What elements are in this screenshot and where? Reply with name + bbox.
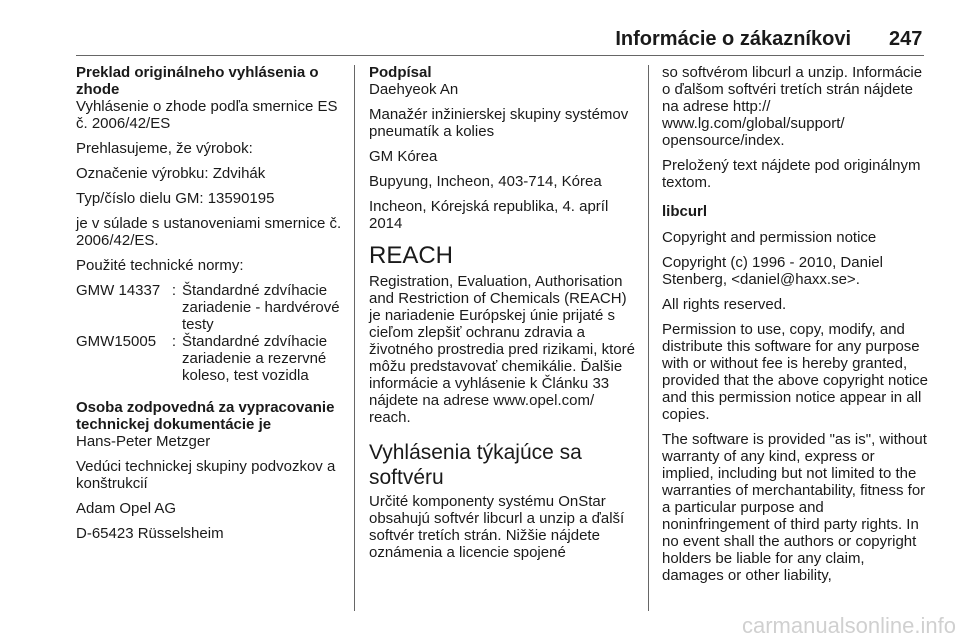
responsible-person-heading: Osoba zodpovedná za vypracovanie technickej dokumentácie je	[76, 399, 335, 433]
software-intro: Určité komponenty systému OnStar obsahujú softvér libcurl a unzip a ďalší softvér tretích strán. Nižšie nájdete oznámenia a licencie spojené	[369, 493, 625, 561]
column-1	[76, 64, 346, 550]
signing-place-date: Incheon, Kórejská republika, 4. apríl 2014	[369, 198, 609, 232]
responsible-person-name: Hans-Peter Metzger	[76, 433, 211, 450]
watermark-text: carmanualsonline.info	[741, 613, 956, 638]
table-row	[76, 333, 346, 384]
standards-intro: Použité technické normy:	[76, 257, 244, 274]
rights-reserved: All rights reserved.	[662, 296, 787, 313]
table-row	[76, 282, 346, 333]
third-party-info: so softvérom libcurl a unzip. Informácie o ďalšom softvéri tretích strán nájdete na adrese http:// www.lg.com/global/support/ opensource/index.	[662, 64, 923, 149]
copyright-line: Copyright (c) 1996 - 2010, Daniel Stenberg, <daniel@haxx.se>.	[662, 254, 883, 288]
signer-address: Bupyung, Incheon, 403-714, Kórea	[369, 173, 602, 190]
conformity-statement: je v súlade s ustanoveniami smernice č. 2006/42/ES.	[76, 215, 342, 249]
reach-text: Registration, Evaluation, Authorisation and Restriction of Chemicals (REACH) je nariadenie Európskej únie prijaté s cieľom zlepšiť ochranu zdravia a životného prostredia pred rizikami, ktoré môžu predstavovať chemikálie. Ďalšie informácie a vyhlásenie k Článku 33 nájdete na adrese www.opel.com/ reach.	[369, 273, 635, 426]
signed-by-heading: Podpísal	[369, 64, 432, 81]
reach-heading: REACH	[369, 242, 454, 269]
column-divider-1	[354, 65, 355, 611]
standard-separator: :	[171, 282, 177, 299]
page-number: 247	[889, 28, 923, 50]
signer-role: Manažér inžinierskej skupiny systémov pneumatík a kolies	[369, 106, 629, 140]
translation-note: Preložený text nájdete pod originálnym textom.	[662, 157, 921, 191]
standard-separator: :	[171, 333, 177, 350]
declaration-statement: Prehlasujeme, že výrobok:	[76, 140, 253, 157]
standard-description: Štandardné zdvíhacie zariadenie - hardvérové testy	[182, 282, 340, 333]
standards-table	[76, 282, 346, 384]
declaration-heading: Preklad originálneho vyhlásenia o zhode	[76, 64, 319, 98]
standard-code: GMW 14337	[76, 282, 161, 299]
signer-company: GM Kórea	[369, 148, 438, 165]
product-designation: Označenie výrobku: Zdvihák	[76, 165, 266, 182]
running-header-title: Informácie o zákazníkovi	[615, 28, 851, 50]
part-number: Typ/číslo dielu GM: 13590195	[76, 190, 275, 207]
column-2	[369, 64, 637, 569]
copyright-title: Copyright and permission notice	[662, 229, 877, 246]
warranty-disclaimer: The software is provided "as is", without warranty of any kind, express or implied, including but not limited to the warranties of merchantability, fitness for a particular purpose and noninfringement of third party rights. In no event shall the authors or copyright holders be liable for any claim, damages or other liability,	[662, 431, 927, 584]
software-heading: Vyhlásenia týkajúce sa softvéru	[369, 441, 582, 489]
standard-description: Štandardné zdvíhacie zariadenie a rezervné koleso, test vozidla	[182, 333, 328, 384]
column-3	[662, 64, 928, 592]
column-divider-2	[648, 65, 649, 611]
signer-name: Daehyeok An	[369, 81, 459, 98]
permission-text: Permission to use, copy, modify, and distribute this software for any purpose with or without fee is hereby granted, provided that the above copyright notice and this permission notice appear in all copies.	[662, 321, 929, 423]
company-name: Adam Opel AG	[76, 500, 177, 517]
standard-code: GMW15005	[76, 333, 157, 350]
declaration-directive: Vyhlásenie o zhode podľa smernice ES č. 2006/42/ES	[76, 98, 338, 132]
libcurl-heading: libcurl	[662, 203, 708, 220]
company-address: D-65423 Rüsselsheim	[76, 525, 224, 542]
responsible-person-role: Vedúci technickej skupiny podvozkov a konštrukcií	[76, 458, 336, 492]
header-rule	[76, 55, 924, 56]
